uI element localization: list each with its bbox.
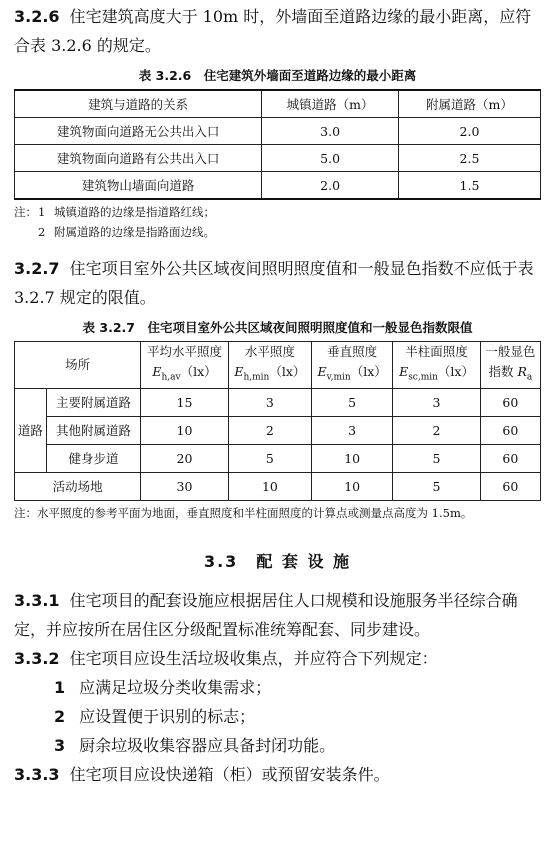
table-row xyxy=(15,472,541,500)
table-cell: 建筑物面向道路有公共出入口 xyxy=(15,145,262,172)
table-header-row xyxy=(15,342,541,389)
list-text: 应满足垃圾分类收集需求； xyxy=(79,677,272,697)
table-cell: 3 xyxy=(393,388,480,416)
table-cell: 3.0 xyxy=(262,118,399,145)
clause-number: 3.2.6 xyxy=(14,7,60,26)
table-row xyxy=(15,172,541,200)
table-cell: 1.5 xyxy=(398,172,540,200)
table-cell: 60 xyxy=(480,472,540,500)
table-cell: 建筑物面向道路无公共出入口 xyxy=(15,118,262,145)
table-cell: 5.0 xyxy=(262,145,399,172)
table-cell: 5 xyxy=(393,444,480,472)
list-item xyxy=(54,673,541,702)
clause-text: 住宅项目的配套设施应根据居住人口规模和设施服务半径综合确定，并应按所在居住区分级配置标准统筹配套、同步建设。 xyxy=(14,590,518,639)
clause-text: 住宅项目应设快递箱（柜）或预留安装条件。 xyxy=(69,764,390,784)
section-heading: 3.3 配 套 设 施 xyxy=(203,551,352,571)
row-label: 其他附属道路 xyxy=(46,416,140,444)
note-text: 城镇道路的边缘是指道路红线； xyxy=(54,205,215,219)
clause-text: 住宅建筑高度大于 10m 时，外墙面至道路边缘的最小距离，应符合表 3.2.6 的规定。 xyxy=(14,7,532,55)
table-header-row xyxy=(15,90,541,118)
table-cell: 2.0 xyxy=(262,172,399,200)
table-row xyxy=(15,416,541,444)
clause-3-3-1 xyxy=(14,586,541,644)
note-index: 2 xyxy=(38,225,46,239)
table-3-2-7 xyxy=(14,341,541,501)
header-cell: 城镇道路（m） xyxy=(262,90,399,118)
table-cell: 5 xyxy=(312,388,393,416)
row-label: 主要附属道路 xyxy=(46,388,140,416)
table-cell: 10 xyxy=(141,416,229,444)
table-row xyxy=(15,444,541,472)
list-item xyxy=(54,731,541,760)
table-cell: 60 xyxy=(480,416,540,444)
clause-3-2-6 xyxy=(14,0,541,60)
header-cell: 水平照度 $E_{h,min}(lx)$ xyxy=(228,342,311,389)
table-3-2-6 xyxy=(14,89,541,200)
clause-number: 3.3.3 xyxy=(14,764,60,784)
clause-3-2-7 xyxy=(14,254,541,312)
note-line xyxy=(14,222,541,242)
table-cell: 2.5 xyxy=(398,145,540,172)
table-cell: 60 xyxy=(480,388,540,416)
list-number: 1 xyxy=(54,677,66,697)
clause-text: 住宅项目应设生活垃圾收集点，并应符合下列规定： xyxy=(69,648,438,668)
list-number: 3 xyxy=(54,735,66,755)
table-row xyxy=(15,145,541,172)
table-cell: 20 xyxy=(141,444,229,472)
row-label: 活动场地 xyxy=(15,472,141,500)
table-row xyxy=(15,118,541,145)
clause-number: 3.3.2 xyxy=(14,648,60,668)
list-text: 厨余垃圾收集容器应具备封闭功能。 xyxy=(79,735,336,755)
header-cell: 垂直照度 $E_{v,min}(lx)$ xyxy=(312,342,393,389)
table-cell: 10 xyxy=(312,472,393,500)
header-cell: 半柱面照度 $E_{sc,min}(lx)$ xyxy=(393,342,480,389)
table-cell: 建筑物山墙面向道路 xyxy=(15,172,262,200)
list-text: 应设置便于识别的标志； xyxy=(79,706,256,726)
table-3-2-6-notes xyxy=(14,202,541,242)
row-label: 健身步道 xyxy=(46,444,140,472)
table-cell: 2 xyxy=(228,416,311,444)
list-item xyxy=(54,702,541,731)
table-3-2-6-caption: 表 3.2.6 住宅建筑外墙面至道路边缘的最小距离 xyxy=(138,68,417,83)
table-cell: 10 xyxy=(228,472,311,500)
table-cell: 5 xyxy=(228,444,311,472)
table-cell: 2 xyxy=(393,416,480,444)
header-cell: 一般显色 指数 $R_a$ xyxy=(480,342,540,389)
table-3-2-7-note: 注：水平照度的参考平面为地面，垂直照度和半柱面照度的计算点或测量点高度为 1.5m。 xyxy=(14,505,473,520)
table-cell: 10 xyxy=(312,444,393,472)
table-cell: 2.0 xyxy=(398,118,540,145)
note-line xyxy=(14,202,541,222)
table-3-2-7-caption: 表 3.2.7 住宅项目室外公共区域夜间照明照度值和一般显色指数限值 xyxy=(82,320,473,335)
list-number: 2 xyxy=(54,706,66,726)
note-index: 1 xyxy=(38,205,46,219)
table-cell: 5 xyxy=(393,472,480,500)
note-label: 注： xyxy=(14,205,37,219)
header-cell: 附属道路（m） xyxy=(398,90,540,118)
table-cell: 3 xyxy=(228,388,311,416)
table-row xyxy=(15,388,541,416)
clause-number: 3.3.1 xyxy=(14,590,60,610)
clause-3-3-3 xyxy=(14,760,541,789)
clause-number: 3.2.7 xyxy=(14,259,60,278)
group-cell-road: 道路 xyxy=(15,388,47,472)
header-cell-place: 场所 xyxy=(15,342,141,389)
table-cell: 60 xyxy=(480,444,540,472)
note-text: 附属道路的边缘是指路面边线。 xyxy=(54,225,215,239)
table-cell: 3 xyxy=(312,416,393,444)
header-cell: 平均水平照度 $E_{h,av}(lx)$ xyxy=(141,342,229,389)
table-cell: 15 xyxy=(141,388,229,416)
header-cell: 建筑与道路的关系 xyxy=(15,90,262,118)
clause-3-3-2 xyxy=(14,644,541,673)
clause-text: 住宅项目室外公共区域夜间照明照度值和一般显色指数不应低于表 3.2.7 规定的限值。 xyxy=(14,259,534,307)
table-cell: 30 xyxy=(141,472,229,500)
